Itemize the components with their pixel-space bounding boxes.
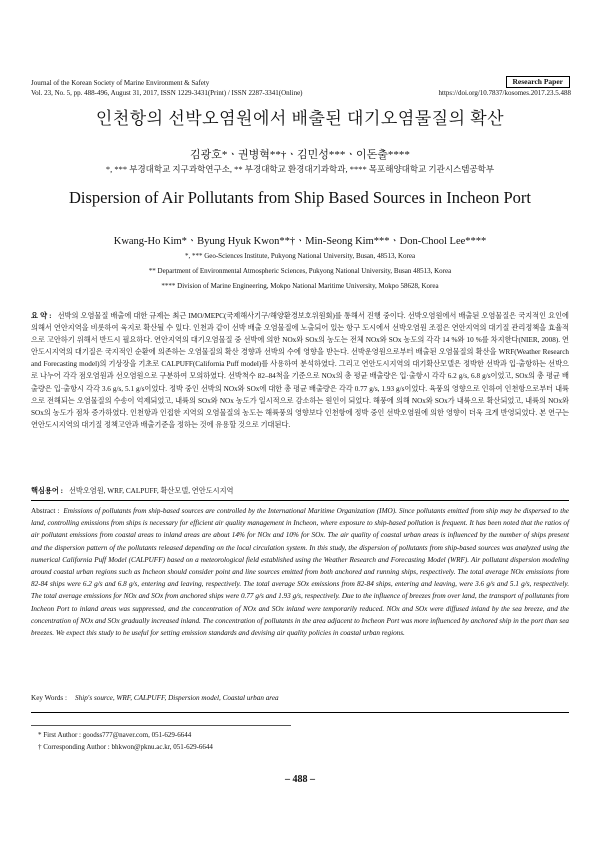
english-affiliation-3: **** Division of Marine Engineering, Mokpo National Maritime University, Mokpo 58628, Korea [161, 282, 439, 290]
korean-affiliations: *, *** 부경대학교 지구과학연구소, ** 부경대학교 환경대기과학과, **** 목포해양대학교 기관시스템공학부 [105, 164, 495, 174]
journal-name: Journal of the Korean Society of Marine Environment & Safety [31, 79, 210, 87]
korean-authors: 김광호*ㆍ권병혁**†ㆍ김민성***ㆍ이돈출**** [190, 149, 410, 161]
korean-keywords-text: 선박오염원, WRF, CALPUFF, 확산모델, 연안도시지역 [68, 487, 234, 495]
english-abstract-text: Emissions of pollutants from ship-based sources are controlled by the International Maritime Organization (IMO). Since pollutants emitted from ship may be dispersed to the land, controlling emissions from ships is necessary for efficient air quality management in Incheon, where exposure to ship-based pollution is frequent. It has been noted that the ratios of air pollutant emissions from coastal areas to inland areas are about 14% for NOx and 10% for SOx. The air quality of coastal urban areas is influenced by the number of ships present and the dispersion pattern of the pollutants released depending on the local circulation system. In this study, the dispersion of pollutants from ship-based sources was analyzed using the numerical California Puff Model (CALPUFF) based on a meteorological field established using the Weather Research and Forecasting Model (WRF). Air pollutant dispersion modeling around coastal urban regions such as Incheon should consider point and line sources emitted from both anchored and running ships, respectively. The total average NOx emissions from 82-84 ships were 6.2 g/s and 6.8 g/s, entering and leaving, respectively. The total average SOx emissions from 82-84 ships, entering and leaving, were 3.6 g/s and 5.1 g/s, respectively. The total average emissions for NOx and SOx from anchored ships were 0.77 g/s and 1.93 g/s, respectively. Due to the influence of breezes from over land, the transport of pollutants from Incheon Port to inland areas was suppressed, and the concentration of NOx and SOx inland were temporarily reduced. NOx and SOx were diffused inland by the sea breeze, and the concentration of NOx and SOx gradually increased inland. The concentration of pollutants in the area adjacent to Incheon Port was more influenced by anchored ship in the port than sea breezes. We expect this study to be useful for setting emission standards and devising air quality policies in coastal urban regions. [31, 507, 569, 638]
english-keywords [31, 694, 569, 702]
volume-info: Vol. 23, No. 5, pp. 488-496, August 31, 2017, ISSN 1229-3431(Print) / ISSN 2287-3341(Online) [31, 89, 303, 97]
english-abstract [31, 505, 569, 639]
korean-keywords-label: 핵심용어 : [31, 487, 63, 495]
research-paper-badge: Research Paper [506, 76, 570, 88]
korean-title: 인천항의 선박오염원에서 배출된 대기오염물질의 확산 [95, 109, 505, 128]
english-keywords-text: Ship's source, WRF, CALPUFF, Dispersion model, Coastal urban area [75, 694, 279, 702]
english-abstract-label: Abstract : [31, 507, 60, 515]
english-keywords-label: Key Words : [31, 694, 68, 702]
english-authors: Kwang-Ho Kim*ㆍByung Hyuk Kwon**†ㆍMin-Seong Kim***ㆍDon-Chool Lee**** [113, 236, 487, 247]
english-affiliation-2: ** Department of Environmental Atmospheric Sciences, Pukyong National University, Busan 48513, Korea [148, 267, 452, 275]
doi-link[interactable]: https://doi.org/10.7837/kosomes.2017.23.5.488 [438, 89, 571, 97]
first-author-footnote: * First Author : goodss777@naver.com, 051-629-6644 [38, 731, 192, 739]
footnote-divider [31, 725, 291, 726]
divider [31, 500, 569, 501]
journal-header [31, 78, 571, 98]
page-number: – 488 – [285, 774, 315, 785]
korean-abstract-label: 요 약 : [31, 312, 52, 320]
korean-keywords [31, 486, 569, 496]
korean-abstract [31, 310, 569, 431]
english-affiliation-1: *, *** Geo-Sciences Institute, Pukyong National University, Busan, 48513, Korea [184, 252, 416, 260]
divider [31, 712, 569, 713]
english-title: Dispersion of Air Pollutants from Ship Based Sources in Incheon Port [69, 188, 531, 207]
korean-abstract-text: 선박의 오염물질 배출에 대한 규제는 최근 IMO/MEPC(국제해사기구/해양환경보호위원회)를 통해서 진행 중이다. 선박오염원에서 배출된 오염물질은 국지적인 요인에 의해서 연안지역을 비롯하여 육지로 확산될 수 있다. 인천과 같이 선박 배출 오염물질에 노출되어 있는 항구 도시에서 선박오염원 조절은 연안지역의 대기질 관리정책을 효율적으로 고안하기 위해서 반드시 필요하다. 연안지역의 대기오염물질 중 선박에 의한 NOx와 SOx의 농도는 전체 NOx와 SOx 농도의 각각 14 %와 10 %를 차지한다(NIER, 2008). 연안도시지역의 대기질은 국지적인 순환에 의존하는 오염물질의 확산 경향과 선박의 수에 영향을 받는다. 선박운영원으로부터 배출된 오염물질의 확산을 WRF(Weather Research and Forecasting model)의 기상장을 기초로 CALPUFF(California Puff model)를 사용하여 분석하였다. 그리고 연안도시지역의 대기확산모델은 정박한 선박과 입·출항하는 선박으로 나누어 각각 점오염원과 선오염원으로 구분하여 모의하였다. 선박척수 82–84척을 기준으로 NOx의 총 평균 배출량은 입·출항시 각각 6.2 g/s, 6.8 g/s이었고, SOx의 총 평균 배출량은 입·출항시 각각 3.6 g/s, 5.1 g/s이었다. 정박 중인 선박의 NOx와 SOx에 대한 총 평균 배출량은 각각 0.77 g/s, 1.93 g/s이었다. 육풍의 영향으로 인하여 인천항으로부터 내륙으로 전해되는 오염물질의 수송이 억제되었고, 내륙의 SOx와 NOx 농도가 일시적으로 감소하는 원인이 되었다. 해풍에 의해 NOx와 SOx가 내륙으로 확산되었고, 내륙의 NOx와 SOx의 농도가 점차 증가하였다. 인천항과 인접한 지역의 오염물질의 농도는 해륙풍의 영향보다 인천항에 정박 중인 선박오염원에 의한 영향이 더욱 크게 반영되었다. 본 연구는 연안도시지역의 대기질 정책고안과 배출기준을 정하는 것에 유용할 것으로 기대된다. [31, 312, 569, 429]
corresponding-author-footnote: † Corresponding Author : bhkwon@pknu.ac.kr, 051-629-6644 [38, 743, 213, 751]
